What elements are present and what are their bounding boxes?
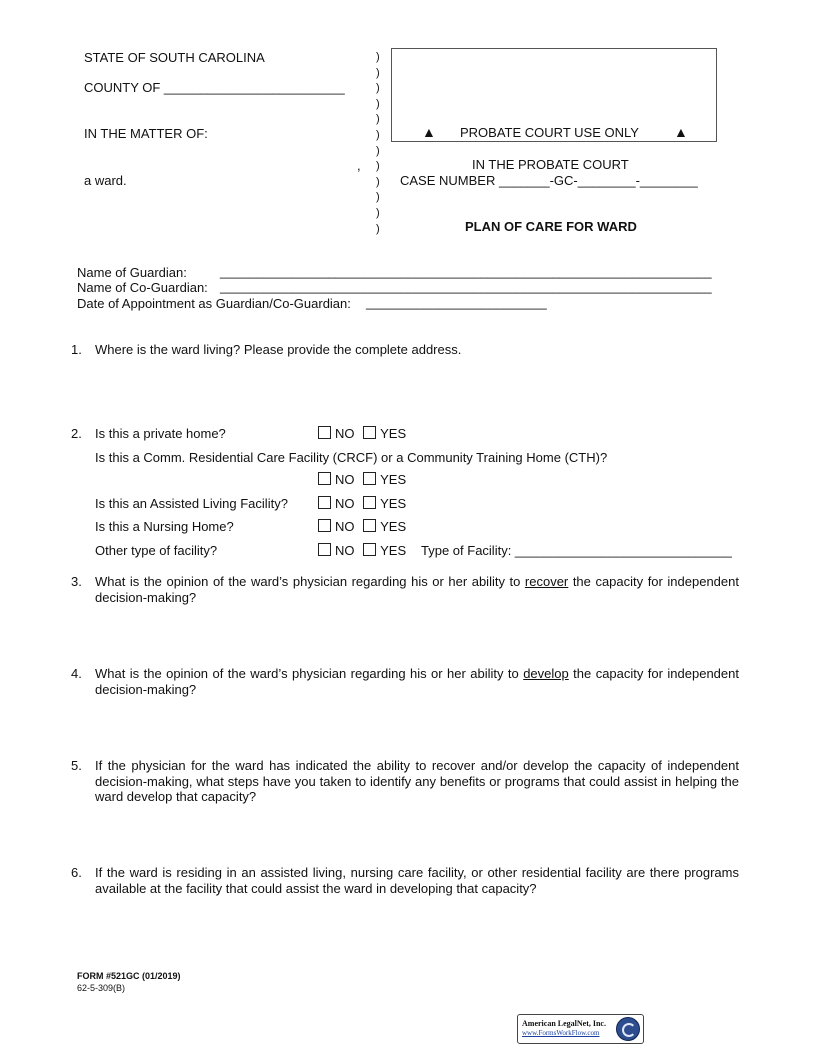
probate-court-use-box: [391, 48, 717, 142]
question-number: 2.: [71, 426, 82, 441]
other-facility-yes-checkbox[interactable]: [363, 543, 376, 556]
yes-label: YES: [380, 519, 407, 534]
co-guardian-name-label: Name of Co-Guardian:: [77, 280, 208, 295]
question-3: What is the opinion of the ward’s physician regarding his or her ability to recover the capacity for independent decision-making?: [95, 574, 739, 605]
crcf-yes-checkbox[interactable]: [363, 472, 376, 485]
no-label: NO: [335, 472, 355, 487]
form-number: FORM #521GC (01/2019): [77, 971, 181, 981]
crcf-options: [318, 472, 406, 488]
question-4: What is the opinion of the ward’s physician regarding his or her ability to develop the capacity for independent decision-making?: [95, 666, 739, 697]
question-1: Where is the ward living? Please provide the complete address.: [95, 342, 462, 357]
question-number: 6.: [71, 865, 82, 880]
private-home-options: [318, 426, 406, 442]
private-home-yes-checkbox[interactable]: [363, 426, 376, 439]
crcf-no-checkbox[interactable]: [318, 472, 331, 485]
up-arrow-icon: ▲: [422, 124, 436, 140]
appointment-date-field[interactable]: _________________________: [366, 295, 547, 310]
county-field[interactable]: COUNTY OF _________________________: [84, 80, 345, 95]
question-number: 5.: [71, 758, 82, 773]
up-arrow-icon: ▲: [674, 124, 688, 140]
caption-divider: ) ) ) ) ) ) ) ) ) ) ) ): [376, 51, 380, 235]
yes-label: YES: [380, 496, 407, 511]
no-label: NO: [335, 519, 355, 534]
question-number: 3.: [71, 574, 82, 589]
american-legalnet-logo[interactable]: [517, 1014, 644, 1044]
other-facility-no-checkbox[interactable]: [318, 543, 331, 556]
crcf-question: Is this a Comm. Residential Care Facility (CRCF) or a Community Training Home (CTH)?: [95, 450, 608, 465]
other-facility-question: Other type of facility?: [95, 543, 218, 558]
question-number: 1.: [71, 342, 82, 357]
court-name: IN THE PROBATE COURT: [472, 157, 629, 172]
other-facility-options: [318, 543, 406, 559]
form-title: PLAN OF CARE FOR WARD: [465, 219, 637, 234]
guardian-name-field[interactable]: ____________________________________________________________________: [220, 264, 712, 279]
nursing-home-yes-checkbox[interactable]: [363, 519, 376, 532]
develop-emphasis: develop: [523, 666, 569, 681]
globe-icon: [616, 1017, 640, 1041]
yes-label: YES: [380, 472, 407, 487]
assisted-living-no-checkbox[interactable]: [318, 496, 331, 509]
nursing-home-no-checkbox[interactable]: [318, 519, 331, 532]
private-home-no-checkbox[interactable]: [318, 426, 331, 439]
ward-name-comma: ,: [357, 158, 361, 173]
nursing-home-options: [318, 519, 406, 535]
nursing-home-question: Is this a Nursing Home?: [95, 519, 234, 534]
ward-label: a ward.: [84, 173, 127, 188]
no-label: NO: [335, 543, 355, 558]
case-number-field[interactable]: CASE NUMBER _______-GC-________-________: [400, 173, 698, 188]
question-number: 4.: [71, 666, 82, 681]
logo-company-name: American LegalNet, Inc.: [522, 1019, 606, 1028]
statute-reference: 62-5-309(B): [77, 983, 126, 993]
court-use-label: PROBATE COURT USE ONLY: [460, 125, 639, 140]
question-5: If the physician for the ward has indicated the ability to recover and/or develop the capacity of independent decision-making, what steps have you taken to identify any benefits or programs that could assist in helping the ward develop that capacity?: [95, 758, 739, 804]
yes-label: YES: [380, 543, 407, 558]
state-heading: STATE OF SOUTH CAROLINA: [84, 50, 265, 65]
logo-url-link[interactable]: www.FormsWorkFlow.com: [522, 1029, 600, 1037]
guardian-name-label: Name of Guardian:: [77, 265, 187, 280]
assisted-living-options: [318, 496, 406, 512]
no-label: NO: [335, 426, 355, 441]
private-home-question: Is this a private home?: [95, 426, 226, 441]
matter-heading: IN THE MATTER OF:: [84, 126, 208, 141]
recover-emphasis: recover: [524, 574, 569, 589]
assisted-living-question: Is this an Assisted Living Facility?: [95, 496, 288, 511]
question-6: If the ward is residing in an assisted living, nursing care facility, or other residential facility are there programs available at the facility that could assist the ward in developing that capacity?: [95, 865, 739, 896]
no-label: NO: [335, 496, 355, 511]
co-guardian-name-field[interactable]: ____________________________________________________________________: [220, 279, 712, 294]
assisted-living-yes-checkbox[interactable]: [363, 496, 376, 509]
appointment-date-label: Date of Appointment as Guardian/Co-Guardian:: [77, 296, 351, 311]
facility-type-field[interactable]: Type of Facility: ______________________________: [421, 543, 732, 558]
yes-label: YES: [380, 426, 407, 441]
